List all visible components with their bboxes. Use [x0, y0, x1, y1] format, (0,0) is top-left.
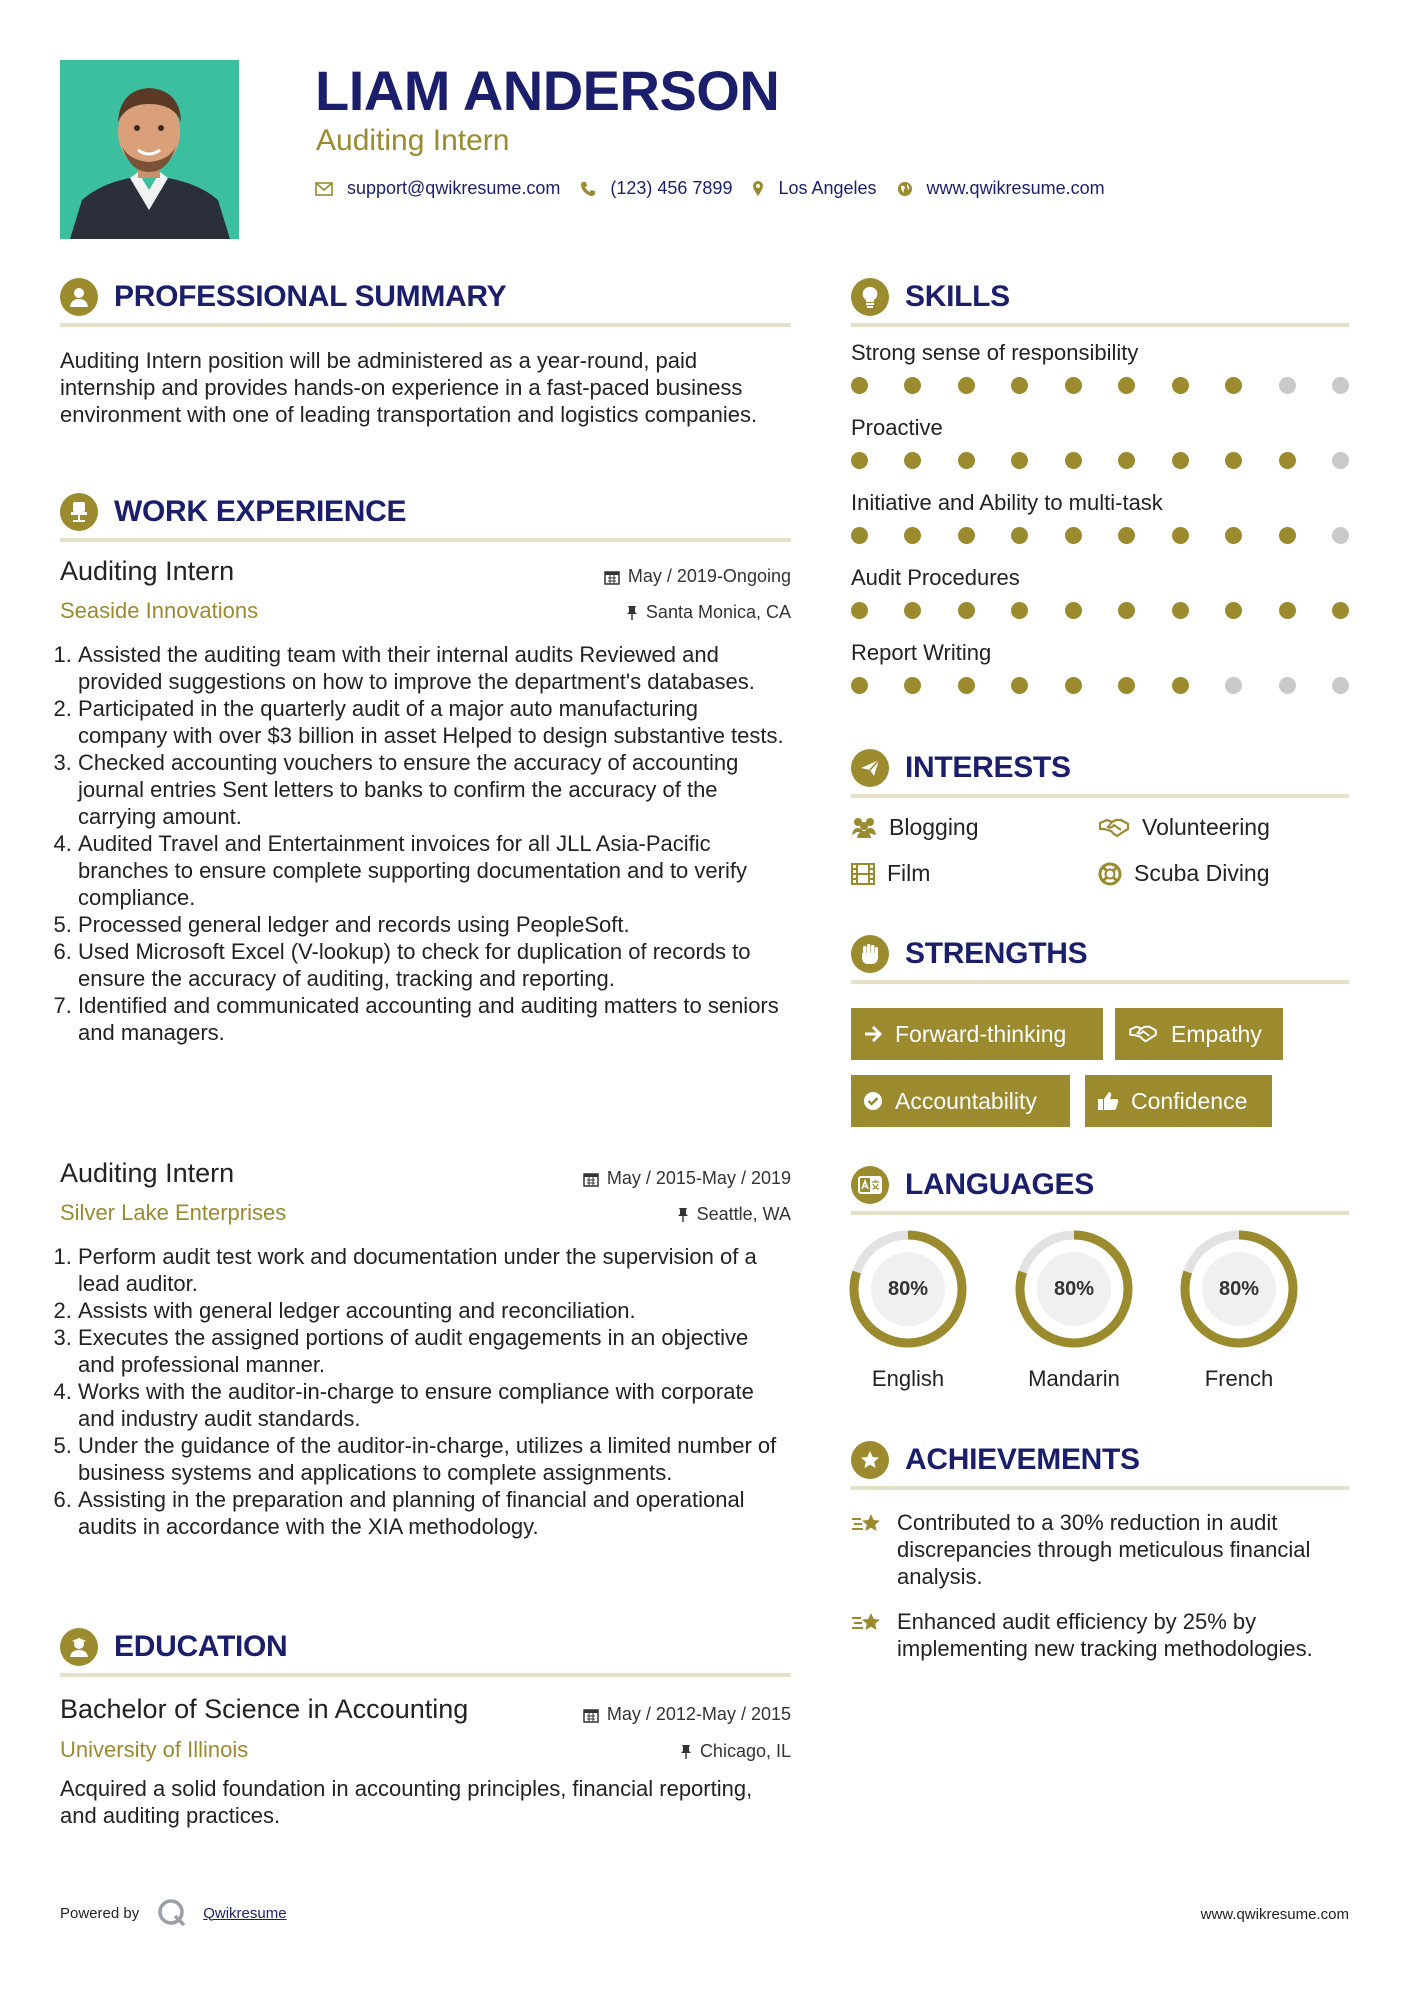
handshake-icon	[1127, 1024, 1159, 1044]
experience-heading-text: WORK EXPERIENCE	[114, 495, 407, 528]
language-name: Mandarin	[1028, 1366, 1120, 1391]
paper-plane-icon	[851, 749, 889, 787]
language-item	[1013, 1228, 1135, 1391]
rating-dot-filled	[1225, 602, 1242, 619]
job-1	[60, 556, 791, 596]
contact-phone[interactable]	[580, 178, 732, 199]
interests-heading-text: INTERESTS	[905, 751, 1071, 784]
languages-heading-text: LANGUAGES	[905, 1168, 1094, 1201]
rating-dot-filled	[1279, 527, 1296, 544]
rating-dot-filled	[1118, 377, 1135, 394]
summary-rule	[60, 323, 791, 327]
rating-dot-filled	[851, 527, 868, 544]
job-1-bullet: 7. Identified and communicated accounting and auditing matters to seniors and managers.	[78, 992, 791, 1046]
job-1-company: Seaside Innovations	[60, 598, 259, 623]
rating-dot-filled	[1172, 377, 1189, 394]
graduate-icon	[60, 1628, 98, 1666]
education-heading-text: EDUCATION	[114, 1630, 288, 1663]
phone-text: (123) 456 7899	[610, 178, 733, 198]
calendar-icon	[583, 1707, 599, 1723]
shooting-star-icon	[851, 1511, 885, 1537]
education-text: Acquired a solid foundation in accounting principles, financial reporting, and auditing practices.	[60, 1776, 753, 1828]
summary-heading-text: PROFESSIONAL SUMMARY	[114, 280, 507, 313]
footer-powered-by	[60, 1898, 287, 1928]
job-1-bullet: 6. Used Microsoft Excel (V-lookup) to check for duplication of records to ensure the accuracy of auditing, tracking and reporting.	[78, 938, 791, 992]
job-1-bullets	[60, 641, 791, 1046]
rating-dot-empty	[1279, 377, 1296, 394]
job-1-bullet: 1. Assisted the auditing team with their internal audits Reviewed and provided suggestions on how to improve the department's databases.	[78, 641, 791, 695]
job-2-bullet: 6. Assisting in the preparation and planning of financial and operational audits in accordance with the XIA methodology.	[78, 1486, 791, 1540]
rating-dot-filled	[1011, 377, 1028, 394]
job-2-dates: May / 2015-May / 2019	[583, 1168, 791, 1189]
rating-dot-filled	[851, 452, 868, 469]
job-1-sub	[60, 598, 791, 628]
powered-by-text: Powered by	[60, 1904, 140, 1922]
contact-website[interactable]	[897, 178, 1105, 199]
achievement-1: Contributed to a 30% reduction in audit discrepancies through meticulous financial analysis.	[851, 1509, 1349, 1590]
pushpin-icon	[680, 1744, 692, 1760]
rating-dot-filled	[1118, 527, 1135, 544]
contact-bar	[315, 178, 1125, 199]
pushpin-icon	[677, 1207, 689, 1223]
language-name: French	[1204, 1366, 1274, 1391]
rating-dot-empty	[1279, 677, 1296, 694]
map-pin-icon	[752, 180, 764, 197]
rating-dot-filled	[958, 677, 975, 694]
rating-dot-filled	[1065, 377, 1082, 394]
rating-dot-filled	[1011, 602, 1028, 619]
website-text: www.qwikresume.com	[926, 178, 1105, 198]
achievement-2: Enhanced audit efficiency by 25% by implementing new tracking methodologies.	[851, 1608, 1349, 1662]
job-1-title: Auditing Intern	[60, 556, 235, 586]
achievements-rule	[851, 1486, 1349, 1490]
rating-dot-filled	[1225, 452, 1242, 469]
job-2-bullet: 2. Assists with general ledger accounting and reconciliation.	[78, 1297, 791, 1324]
skills-rule	[851, 323, 1349, 327]
summary-text: Auditing Intern position will be administered as a year-round, paid internship and provides hands-on experience in a fast-paced business environment with one of leading transportation and logistics companies.	[60, 348, 758, 427]
profile-photo	[60, 60, 239, 239]
contact-email[interactable]	[315, 178, 560, 199]
language-percent: 80%	[887, 1277, 929, 1300]
rating-dot-filled	[958, 527, 975, 544]
language-item	[1178, 1228, 1300, 1391]
rating-dot-filled	[1332, 602, 1349, 619]
strength-empathy: Empathy	[1115, 1008, 1283, 1060]
job-2-location: Seattle, WA	[677, 1204, 791, 1225]
job-2-bullet: 5. Under the guidance of the auditor-in-charge, utilizes a limited number of business systems and applications to complete assignments.	[78, 1432, 791, 1486]
interest-film: Film	[851, 860, 930, 887]
rating-dot-filled	[851, 677, 868, 694]
envelope-icon	[315, 182, 333, 196]
skills-heading	[851, 278, 1010, 316]
experience-rule	[60, 538, 791, 542]
language-item	[847, 1228, 969, 1391]
rating-dot-filled	[904, 452, 921, 469]
skills-list	[851, 340, 1349, 720]
education-degree: Bachelor of Science in Accounting	[60, 1694, 469, 1724]
achievements-heading-text: ACHIEVEMENTS	[905, 1443, 1140, 1476]
strengths-heading-text: STRENGTHS	[905, 937, 1088, 970]
languages-heading	[851, 1166, 1094, 1204]
qwikresume-logo-icon	[157, 1898, 187, 1928]
job-1-bullet: 2. Participated in the quarterly audit of a major auto manufacturing company with over $3 billion in asset Helped to design substantive tests.	[78, 695, 791, 749]
job-2-bullets	[60, 1243, 791, 1540]
rating-dot-filled	[1225, 527, 1242, 544]
strength-forward-thinking: Forward-thinking	[851, 1008, 1103, 1060]
education-heading	[60, 1628, 287, 1666]
rating-dot-filled	[1011, 452, 1028, 469]
interests-rule	[851, 794, 1349, 798]
language-percent: 80%	[1218, 1277, 1260, 1300]
rating-dot-filled	[851, 377, 868, 394]
thumbs-up-icon	[1097, 1091, 1119, 1111]
rating-dot-filled	[1011, 677, 1028, 694]
education-location: Chicago, IL	[680, 1741, 791, 1762]
fist-icon	[851, 935, 889, 973]
language-percent: 80%	[1053, 1277, 1095, 1300]
experience-heading	[60, 493, 406, 531]
skill-name: Audit Procedures	[851, 565, 1020, 590]
strength-accountability: Accountability	[851, 1075, 1070, 1127]
rating-dot-filled	[904, 602, 921, 619]
skill-rating	[851, 527, 1349, 545]
job-1-bullet: 5. Processed general ledger and records using PeopleSoft.	[78, 911, 791, 938]
shooting-star-icon	[851, 1610, 885, 1636]
rating-dot-filled	[1118, 677, 1135, 694]
brand-link[interactable]: Qwikresume	[203, 1904, 287, 1922]
location-text: Los Angeles	[778, 178, 877, 198]
star-badge-icon	[851, 1441, 889, 1479]
interest-scuba-diving: Scuba Diving	[1098, 860, 1270, 887]
education-school: University of Illinois	[60, 1737, 249, 1762]
skill-name: Initiative and Ability to multi-task	[851, 490, 1163, 515]
arrow-right-icon	[863, 1025, 883, 1043]
interest-blogging: Blogging	[851, 814, 979, 841]
skill-name: Report Writing	[851, 640, 992, 665]
candidate-title: Auditing Intern	[316, 124, 510, 157]
pushpin-icon	[626, 605, 638, 621]
job-1-bullet: 4. Audited Travel and Entertainment invoices for all JLL Asia-Pacific branches to ensure complete supporting documentation and to verify compliance.	[78, 830, 791, 911]
footer-site-link[interactable]: www.qwikresume.com	[1200, 1906, 1349, 1923]
job-2-bullet: 4. Works with the auditor-in-charge to ensure compliance with corporate and industry audit standards.	[78, 1378, 791, 1432]
summary-heading	[60, 278, 506, 316]
strength-confidence: Confidence	[1085, 1075, 1272, 1127]
job-1-location: Santa Monica, CA	[626, 602, 791, 623]
check-circle-icon	[863, 1091, 883, 1111]
rating-dot-filled	[1065, 602, 1082, 619]
rating-dot-filled	[1118, 602, 1135, 619]
rating-dot-filled	[904, 527, 921, 544]
skill-rating	[851, 602, 1349, 620]
skill-rating	[851, 377, 1349, 395]
life-ring-icon	[1098, 862, 1122, 886]
rating-dot-empty	[1332, 677, 1349, 694]
candidate-name: LIAM ANDERSON	[315, 59, 780, 122]
rating-dot-filled	[958, 452, 975, 469]
rating-dot-empty	[1332, 452, 1349, 469]
skills-heading-text: SKILLS	[905, 280, 1010, 313]
job-2-company: Silver Lake Enterprises	[60, 1200, 287, 1225]
chair-icon	[60, 493, 98, 531]
globe-icon	[897, 181, 913, 197]
rating-dot-filled	[958, 602, 975, 619]
languages-rule	[851, 1211, 1349, 1215]
education-dates: May / 2012-May / 2015	[583, 1704, 791, 1725]
interest-volunteering: Volunteering	[1098, 814, 1270, 841]
job-2-bullet: 1. Perform audit test work and documentation under the supervision of a lead auditor.	[78, 1243, 791, 1297]
skill-rating	[851, 677, 1349, 695]
language-name: English	[871, 1366, 945, 1391]
skill-name: Proactive	[851, 415, 943, 440]
strengths-heading	[851, 935, 1087, 973]
user-icon	[60, 278, 98, 316]
rating-dot-filled	[1011, 527, 1028, 544]
rating-dot-filled	[1065, 527, 1082, 544]
lightbulb-icon	[851, 278, 889, 316]
rating-dot-filled	[1172, 602, 1189, 619]
rating-dot-filled	[958, 377, 975, 394]
phone-icon	[580, 181, 596, 197]
skill-rating	[851, 452, 1349, 470]
job-2-sub	[60, 1200, 791, 1230]
education-sub	[60, 1737, 791, 1767]
rating-dot-empty	[1332, 377, 1349, 394]
rating-dot-filled	[904, 377, 921, 394]
rating-dot-filled	[1065, 677, 1082, 694]
rating-dot-filled	[1225, 377, 1242, 394]
rating-dot-filled	[904, 677, 921, 694]
education-rule	[60, 1673, 791, 1677]
rating-dot-filled	[1172, 677, 1189, 694]
rating-dot-filled	[1279, 452, 1296, 469]
rating-dot-empty	[1332, 527, 1349, 544]
calendar-icon	[583, 1171, 599, 1187]
interests-heading	[851, 749, 1071, 787]
skill-name: Strong sense of responsibility	[851, 340, 1139, 365]
calendar-icon	[604, 569, 620, 585]
rating-dot-filled	[1118, 452, 1135, 469]
rating-dot-empty	[1225, 677, 1242, 694]
rating-dot-filled	[1065, 452, 1082, 469]
rating-dot-filled	[1172, 452, 1189, 469]
rating-dot-filled	[1172, 527, 1189, 544]
strengths-rule	[851, 980, 1349, 984]
education-entry	[60, 1694, 791, 1734]
rating-dot-filled	[851, 602, 868, 619]
rating-dot-filled	[1279, 602, 1296, 619]
group-icon	[851, 817, 877, 839]
job-2-title: Auditing Intern	[60, 1158, 235, 1188]
job-2-bullet: 3. Executes the assigned portions of audit engagements in an objective and professional manner.	[78, 1324, 791, 1378]
contact-location	[752, 178, 876, 199]
achievements-heading	[851, 1441, 1140, 1479]
handshake-icon	[1098, 817, 1130, 839]
job-1-dates: May / 2019-Ongoing	[604, 566, 791, 587]
film-icon	[851, 863, 875, 885]
email-text: support@qwikresume.com	[347, 178, 561, 198]
job-1-bullet: 3. Checked accounting vouchers to ensure the accuracy of accounting journal entries Sent letters to banks to confirm the accuracy of the carrying amount.	[78, 749, 791, 830]
language-icon	[851, 1166, 889, 1204]
job-2	[60, 1158, 791, 1198]
